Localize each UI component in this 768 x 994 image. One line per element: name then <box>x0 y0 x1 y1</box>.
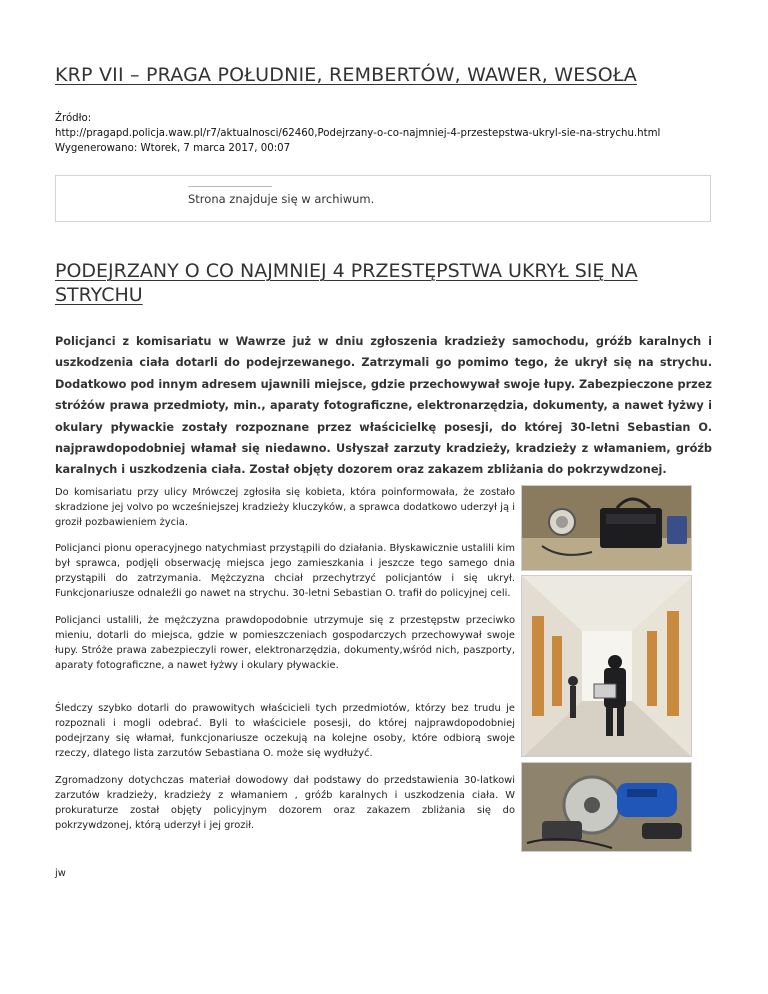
article-paragraph: Śledczy szybko dotarli do prawowitych właścicieli tych przedmiotów, którzy bez trudu je rozpoznali i mogli odebrać. Byli to właściciele posesji, do której najprawdopodobniej podejrzany się włamał, funkcjonariusze oczekują na kolejne osoby, które odbiorą swoje rzeczy, dlatego lista zarzutów Sebastiana O. może się wydłużyć. <box>55 703 515 760</box>
photo-corridor-drawing <box>522 576 692 757</box>
site-title: KRP VII – PRAGA POŁUDNIE, REMBERTÓW, WAWER, WESOŁA <box>55 64 637 86</box>
photo-corridor-detainee <box>521 575 692 757</box>
source-info <box>55 111 660 156</box>
photo-seized-items-drawing <box>522 486 692 571</box>
article-paragraph: Zgromadzony dotychczas materiał dowodowy dał podstawy do przedstawienia 30-latkowi zarzutów kradzieży, kradzieży z włamaniem , gróźb karalnych i uszkodzenia ciała. W prokuraturze został objęty policyjnym dozorem oraz zakazem zbliżania się do pokrzywdzonej, którą uderzył i jej groził. <box>55 775 515 832</box>
photo-seized-items <box>521 485 692 571</box>
source-label: Źródło: <box>55 113 92 124</box>
photo-power-tools-drawing <box>522 763 692 852</box>
photo-power-tools <box>521 762 692 852</box>
archive-divider <box>188 186 272 187</box>
archive-notice: Strona znajduje się w archiwum. <box>188 192 375 206</box>
article-lead: Policjanci z komisariatu w Wawrze już w dniu zgłoszenia kradzieży samochodu, gróźb karalnych i uszkodzenia ciała dotarli do podejrzewanego. Zatrzymali go pomimo tego, że ukrył się na strychu. Dodatkowo pod innym adresem ujawnili miejsce, gdzie przechowywał swoje łupy. Zabezpieczone przez stróżów prawa przedmioty, min., aparaty fotograficzne, elektronarzędzia, dokumenty, a nawet łyżwy i okulary pływackie zostały rozpoznane przez właścicielkę posesji, do której 30-letni Sebastian O. najprawdopodobniej włamał się niedawno. Usłyszał zarzuty kradzieży, kradzieży z włamaniem, gróźb karalnych i uszkodzenia ciała. Został objęty dozorem oraz zakazem zbliżania do pokrzywdzonej. <box>55 335 712 477</box>
article-paragraph: Policjanci pionu operacyjnego natychmiast przystąpili do działania. Błyskawicznie ustalili kim był sprawca, podjęli obserwację miejsca jego zamieszkania i jeszcze tego samego dnia przystąpili do zatrzymania. Mężczyzna chciał przechytrzyć policjantów i się ukrył. Funkcjonariusze odnaleźli go nawet na strychu. 30-letni Sebastian O. trafił do policyjnej celi. <box>55 543 515 600</box>
article-title: PODEJRZANY O CO NAJMNIEJ 4 PRZESTĘPSTWA UKRYŁ SIĘ NA STRYCHU <box>55 260 638 306</box>
archive-notice-box <box>55 175 711 222</box>
article-signature: jw <box>55 868 66 879</box>
article-paragraph: Policjanci ustalili, że mężczyzna prawdopodobnie utrzymuje się z przestępstw przeciwko mieniu, dotarli do miejsca, gdzie w pomieszczeniach gospodarczych przechowywał swoje łupy. Stróże prawa zabezpieczyli rower, elektronarzędzia, dokumenty,wśród nich, paszporty, aparaty fotograficzne, a nawet łyżwy i okulary pływackie. <box>55 615 515 672</box>
generated-date: Wygenerowano: Wtorek, 7 marca 2017, 00:07 <box>55 143 291 154</box>
source-url[interactable]: http://pragapd.policja.waw.pl/r7/aktualnosci/62460,Podejrzany-o-co-najmniej-4-przestepstwa-ukryl-sie-na-strychu.html <box>55 128 661 139</box>
article-paragraph: Do komisariatu przy ulicy Mrówczej zgłosiła się kobieta, która poinformowała, że zostało skradzione jej volvo po wcześniejszej kradzieży kluczyków, a sprawca dodatkowo uderzył ją i groził pozbawieniem życia. <box>55 487 515 529</box>
